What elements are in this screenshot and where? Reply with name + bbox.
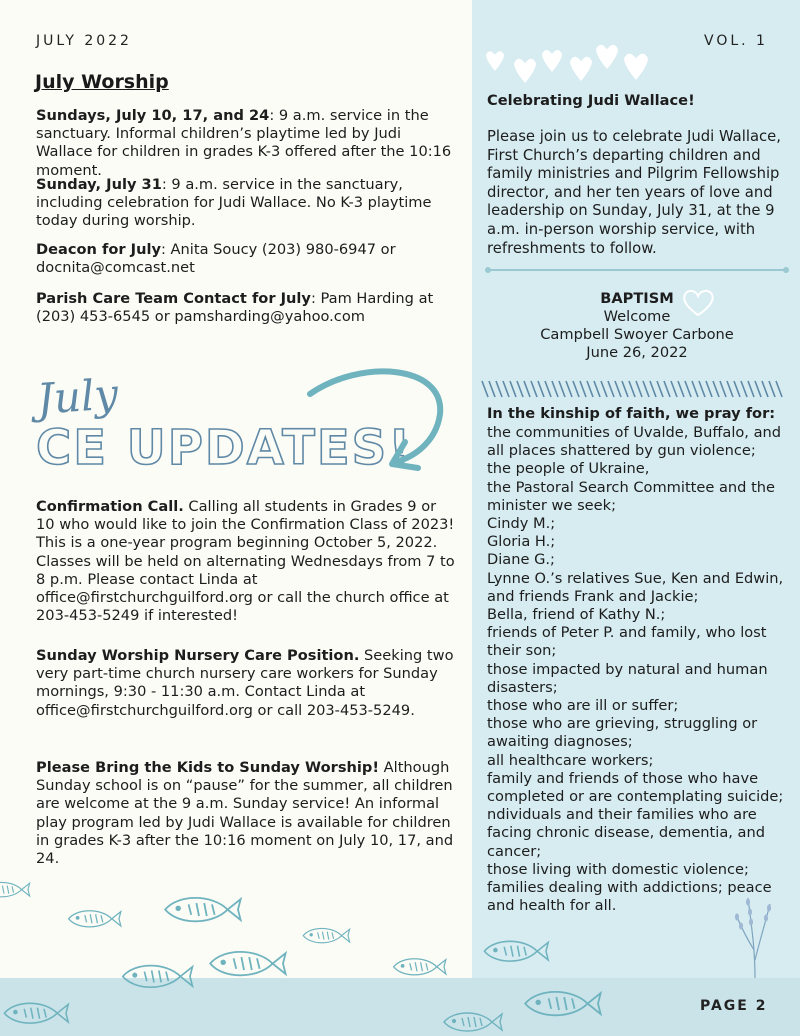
bring-kids-text: Although Sunday school is on “pause” for the summer, all children are welcome at the 9 a.m. Sunday service! An informal play program led by Judi Wallace is available for children in grades K-3 after the 10:16 moment on July 10, 17, and 24. xyxy=(36,759,454,868)
fish-decoration xyxy=(0,860,800,1036)
confirmation-text: Calling all students in Grades 9 or 10 who would like to join the Confirmation Class of 2023! This is a one-year program beginning October 5, 2022. Classes will be held on alternating Wednesdays from 7 to 8 p.m. Please contact Linda at office@firstchurchguilford.org or call the church office at 203-453-5249 if interested! xyxy=(36,498,455,625)
volume-label: VOL. 1 xyxy=(704,33,768,49)
nursery-label: Sunday Worship Nursery Care Position. xyxy=(36,647,360,664)
fish-icon xyxy=(525,992,600,1015)
issue-date: JULY 2022 xyxy=(36,33,132,49)
ce-updates-banner: CE UPDATES! xyxy=(36,420,413,476)
fish-icon xyxy=(394,959,446,975)
prayer-item: the communities of Uvalde, Buffalo, and all places shattered by gun violence; xyxy=(487,424,782,460)
baptism-date: June 26, 2022 xyxy=(586,344,688,361)
prayer-item: the people of Ukraine, xyxy=(487,460,650,478)
worship-sundays-text: : 9 a.m. service in the sanctuary. Informal children’s playtime led by Judi Wallace for children in grades K-3 offered after the 10:16 moment. xyxy=(36,107,452,179)
prayer-item: the Pastoral Search Committee and the minister we seek; xyxy=(487,478,776,514)
baptism-name: Campbell Swoyer Carbone xyxy=(540,326,734,343)
prayer-item: friends of Peter P. and family, who lost their son; xyxy=(487,624,767,660)
lavender-sprig-icon xyxy=(730,890,780,980)
prayer-item: Diane G.; xyxy=(487,551,555,569)
worship-sundays-label: Sundays, July 10, 17, and 24 xyxy=(36,107,270,124)
nursery-text: Seeking two very part-time church nursery care workers for Sunday mornings, 9:30 - 11:30 a.m. Contact Linda at office@firstchurchguilford.org or call 203-453-5249. xyxy=(36,647,454,719)
arrow-icon xyxy=(300,364,450,474)
baptism-title: BAPTISM xyxy=(600,290,674,307)
prayer-item: those who are grieving, struggling or awaiting diagnoses; xyxy=(487,715,758,751)
prayers-list xyxy=(487,424,792,915)
july-script-title: July xyxy=(35,369,120,424)
confirmation-call xyxy=(36,498,456,625)
parish-care-label: Parish Care Team Contact for July xyxy=(36,290,311,307)
heart-outline-icon xyxy=(680,288,716,318)
worship-july31 xyxy=(36,176,456,231)
prayer-item: family and friends of those who have completed or are contemplating suicide; xyxy=(487,769,784,806)
prayer-item: ndividuals and their families who are facing chronic disease, dementia, and cancer; xyxy=(487,806,766,860)
prayers-title: In the kinship of faith, we pray for: xyxy=(487,405,776,422)
prayer-item: Bella, friend of Kathy N.; xyxy=(487,606,666,624)
worship-sundays xyxy=(36,107,456,180)
parish-care-text: : Pam Harding at (203) 453-6545 or pamsharding@yahoo.com xyxy=(36,290,434,326)
fish-icon xyxy=(165,898,240,921)
prayer-item: families dealing with addictions; peace and health for all. xyxy=(487,879,772,915)
judi-title: Celebrating Judi Wallace! xyxy=(487,92,695,109)
deacon-info xyxy=(36,241,456,277)
fish-icon xyxy=(0,882,30,896)
nursery-position xyxy=(36,647,456,720)
baptism-welcome: Welcome xyxy=(603,308,671,325)
fish-icon xyxy=(484,941,548,961)
parish-care-info xyxy=(36,290,456,326)
fish-icon xyxy=(69,911,121,927)
judi-body: Please join us to celebrate Judi Wallace, First Church’s departing children and family ministries and Pilgrim Fellowship director, and her ten years of love and leadership on Sunday, July 31, at the 9 a.m. in-person worship service, with refreshments to follow. xyxy=(487,128,781,257)
fish-icon xyxy=(123,966,193,988)
prayer-item: Lynne O.’s relatives Sue, Ken and Edwin, and friends Frank and Jackie; xyxy=(487,569,784,605)
prayer-item: those who are ill or suffer; xyxy=(487,697,679,715)
prayer-item: Cindy M.; xyxy=(487,515,556,533)
worship-july31-text: : 9 a.m. service in the sanctuary, including celebration for Judi Wallace. No K-3 playtime today during worship. xyxy=(36,176,432,230)
confirmation-label: Confirmation Call. xyxy=(36,498,184,515)
fish-icon xyxy=(444,1013,502,1031)
prayer-item: Gloria H.; xyxy=(487,533,556,551)
fish-icon xyxy=(4,1003,68,1023)
fish-icon xyxy=(303,928,349,942)
worship-title: July Worship xyxy=(35,71,169,93)
deacon-label: Deacon for July xyxy=(36,241,161,258)
deacon-text: : Anita Soucy (203) 980-6947 or docnita@comcast.net xyxy=(36,241,396,277)
hearts-garland-icon xyxy=(484,36,654,86)
bring-kids xyxy=(36,759,456,868)
prayer-item: those living with domestic violence; xyxy=(487,860,749,878)
worship-july31-label: Sunday, July 31 xyxy=(36,176,162,193)
prayer-item: all healthcare workers; xyxy=(487,751,654,769)
page-number: PAGE 2 xyxy=(700,998,768,1014)
fish-icon xyxy=(210,952,285,975)
divider-line xyxy=(484,264,790,276)
diagonal-hatch-divider xyxy=(480,378,790,400)
bring-kids-label: Please Bring the Kids to Sunday Worship! xyxy=(36,759,380,776)
prayer-item: those impacted by natural and human disasters; xyxy=(487,660,768,696)
